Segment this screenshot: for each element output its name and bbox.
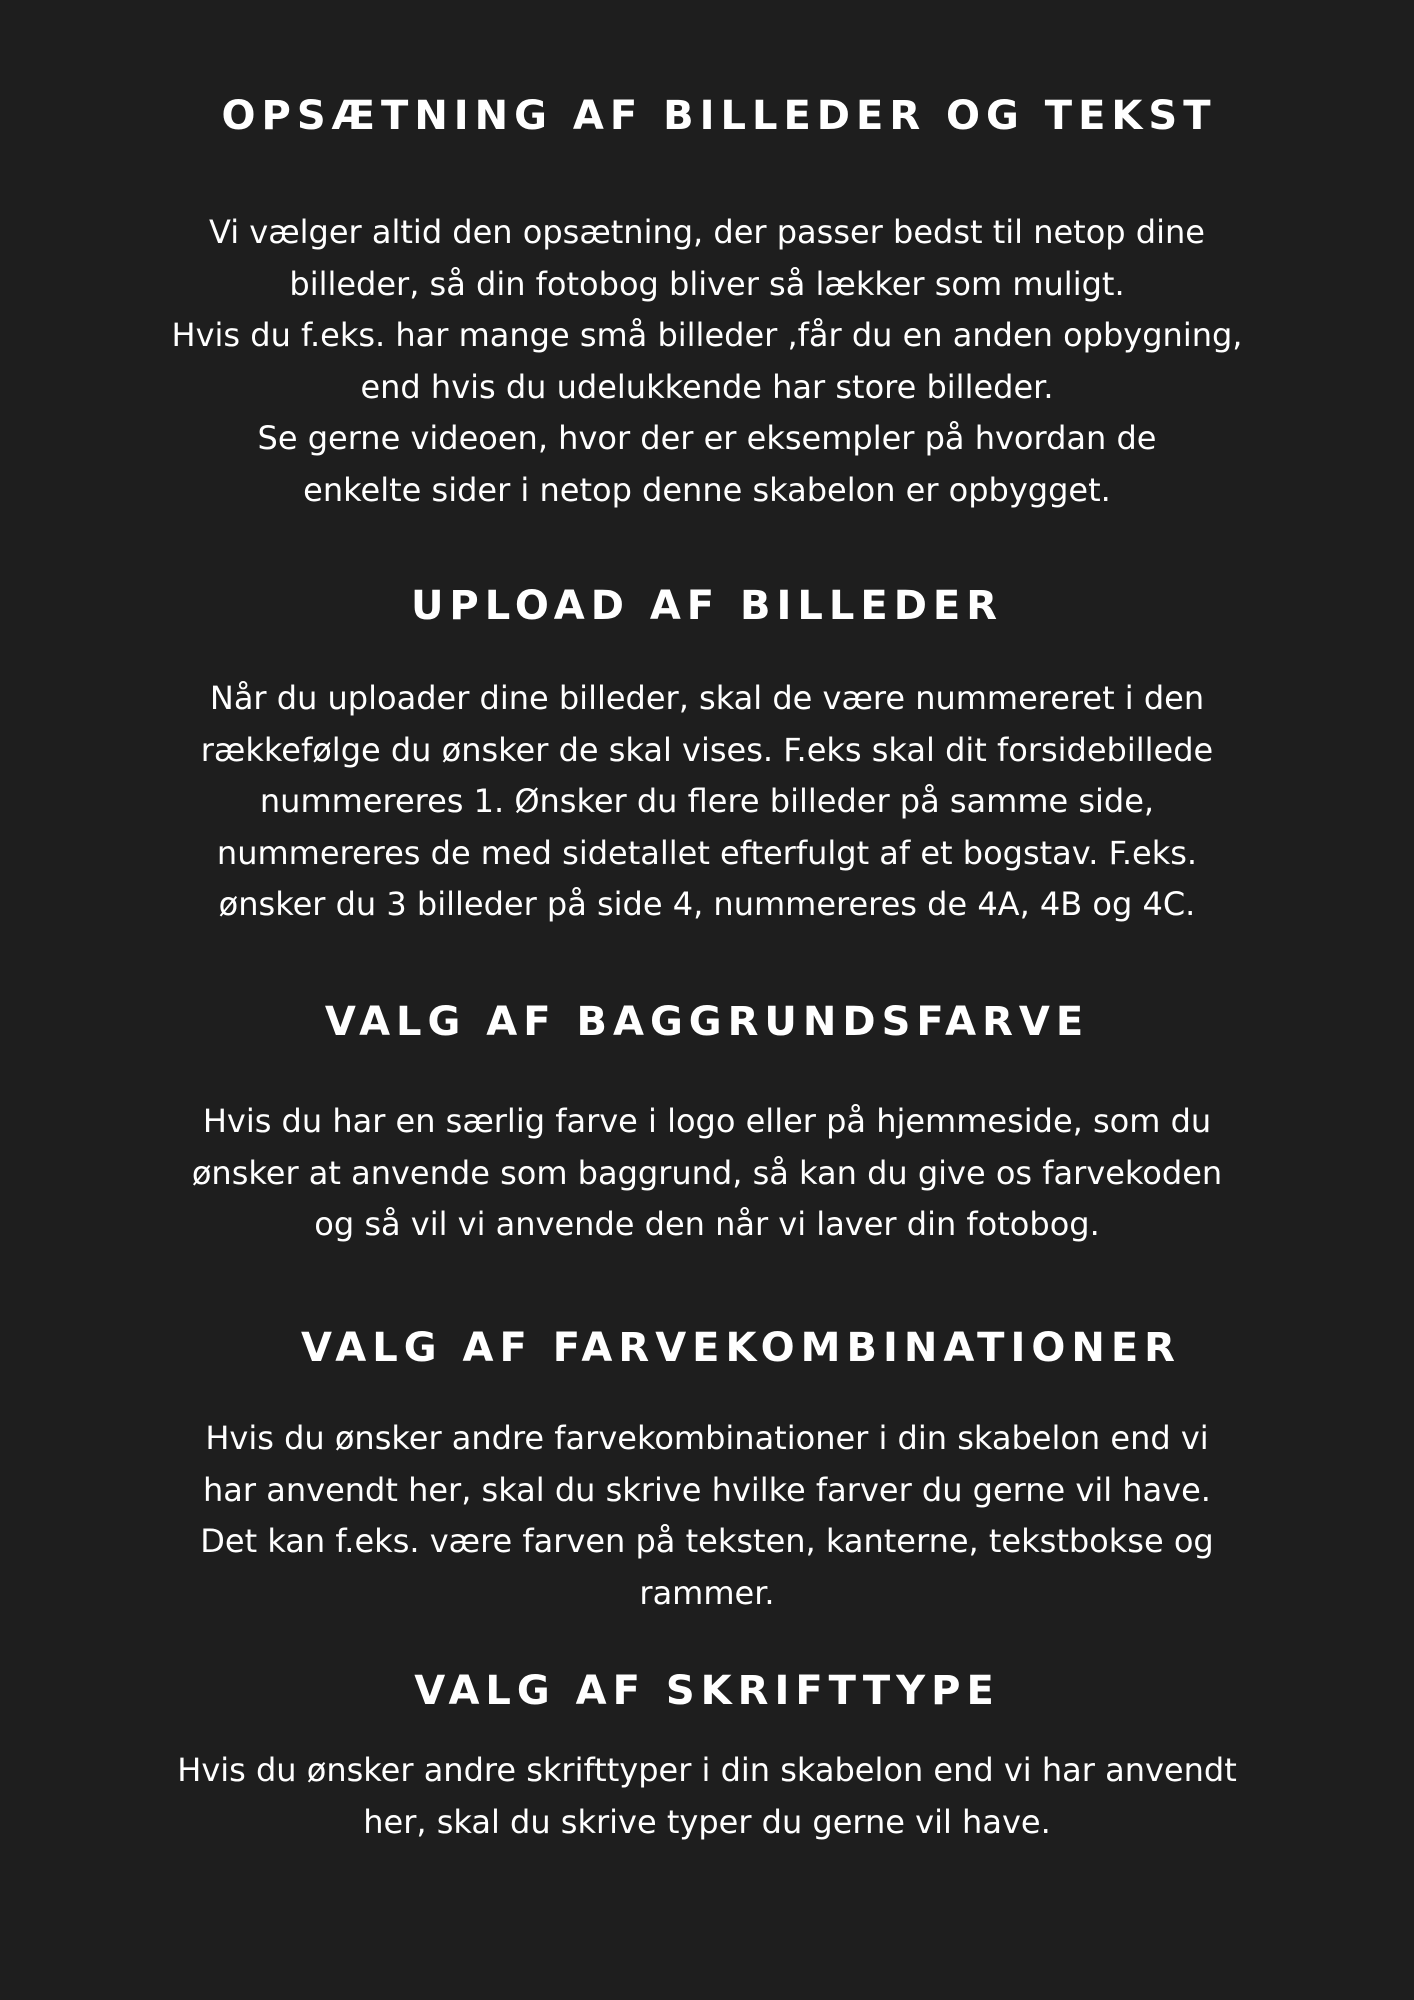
paragraph-farvekombinationer (0, 1413, 1414, 1619)
paragraph-upload (0, 673, 1414, 931)
text-line: ønsker du 3 billeder på side 4, nummereres de 4A, 4B og 4C. (218, 885, 1196, 923)
paragraph-opsaetning (0, 207, 1414, 516)
text-line: enkelte sider i netop denne skabelon er opbygget. (303, 470, 1111, 509)
text-line: rammer. (639, 1573, 775, 1612)
text-line: har anvendt her, skal du skrive hvilke farver du gerne vil have. (203, 1470, 1211, 1509)
text-line: nummereres de med sidetallet efterfulgt af et bogstav. F.eks. (216, 833, 1198, 872)
text-line: Hvis du har en særlig farve i logo eller på hjemmeside, som du (202, 1102, 1212, 1140)
text-line: og så vil vi anvende den når vi laver din fotobog. (314, 1205, 1100, 1243)
text-line: Se gerne videoen, hvor der er eksempler på hvordan de (257, 419, 1157, 457)
heading-farvekombinationer: VALG AF FARVEKOMBINATIONER (301, 1325, 1181, 1371)
heading-opsaetning: OPSÆTNING AF BILLEDER OG TEKST (221, 93, 1217, 139)
text-line: Hvis du ønsker andre skrifttyper i din skabelon end vi har anvendt (177, 1751, 1237, 1789)
heading-baggrundsfarve: VALG AF BAGGRUNDSFARVE (324, 999, 1090, 1045)
heading-upload: UPLOAD AF BILLEDER (410, 583, 1004, 629)
text-line: Hvis du f.eks. har mange små billeder ,får du en anden opbygning, (171, 316, 1243, 354)
text-line: Vi vælger altid den opsætning, der passer bedst til netop dine (209, 213, 1205, 251)
heading-skrifttype: VALG AF SKRIFTTYPE (414, 1668, 1000, 1714)
text-line: Det kan f.eks. være farven på teksten, kanterne, tekstbokse og (200, 1522, 1214, 1560)
text-line: her, skal du skrive typer du gerne vil have. (363, 1802, 1051, 1841)
text-line: end hvis du udelukkende har store billeder. (360, 367, 1054, 406)
text-line: Når du uploader dine billeder, skal de være nummereret i den (209, 679, 1205, 717)
paragraph-skrifttype (0, 1745, 1414, 1848)
paragraph-baggrundsfarve (0, 1096, 1414, 1251)
text-line: Hvis du ønsker andre farvekombinationer i din skabelon end vi (205, 1419, 1209, 1457)
text-line: rækkefølge du ønsker de skal vises. F.eks skal dit forsidebillede (200, 730, 1214, 769)
text-line: ønsker at anvende som baggrund, så kan du give os farvekoden (191, 1153, 1223, 1192)
text-line: billeder, så din fotobog bliver så lækker som muligt. (289, 264, 1125, 303)
text-line: nummereres 1. Ønsker du flere billeder på samme side, (259, 782, 1155, 820)
